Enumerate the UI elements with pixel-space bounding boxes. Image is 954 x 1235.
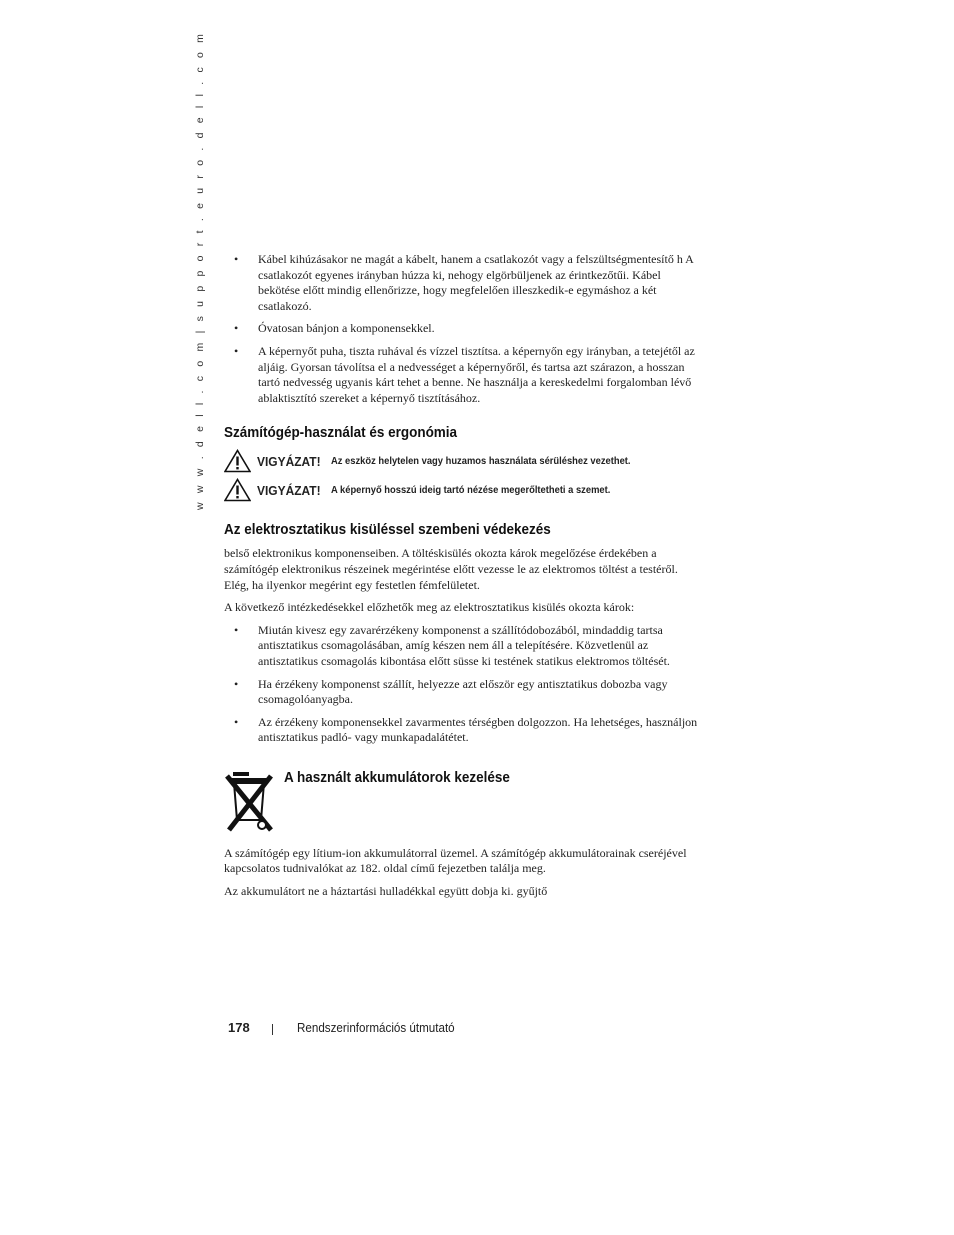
list-item: • Az érzékeny komponensekkel zavarmentes térségben dolgozzon. Ha lehetséges, használjon antisztatikus padló- vagy munkapadalátétet.: [224, 715, 700, 746]
caution-text: A képernyő hosszú ideig tartó nézése megerőltetheti a szemet.: [331, 484, 611, 496]
page-footer: [228, 1020, 466, 1035]
list-item: • Kábel kihúzásakor ne magát a kábelt, hanem a csatlakozót vagy a felszültségmentesítő h A csatlakozót egyenes irányban húzza ki, nehogy elgörbüljenek az érintkezőtűi. Kábel bekötése előtt mindig ellenőrizze, hogy megfelelően illeszkedik-e egymáshoz a két csatlakozó.: [224, 252, 700, 314]
side-url: w w w . d e l l . c o m | s u p p o r t . e u r o . d e l l . c o m: [194, 30, 206, 510]
esd-intro: belső elektronikus komponenseiben. A töltéskisülés okozta károk megelőzése érdekében a számítógép elektronikus részeinek megérintése előtt vezesse le az elektromos töltést a testéről. Elég, ha ilyenkor megérint egy festetlen fémfelületet.: [224, 546, 678, 592]
warning-triangle-icon: [224, 478, 251, 502]
crossed-out-wheelie-bin-icon: [224, 768, 276, 832]
caution-2: [224, 478, 700, 502]
heading-ergonomics: Számítógép-használat és ergonómia: [224, 425, 458, 442]
page-content: [224, 252, 700, 900]
warning-triangle-icon: [224, 449, 251, 473]
doc-title: Rendszerinformációs útmutató: [296, 1020, 455, 1035]
esd-lead: A következő intézkedésekkel előzhetők meg az elektrosztatikus kisülés okozta károk:: [224, 600, 635, 615]
footer-divider: [272, 1024, 273, 1035]
battery-heading-row: [224, 768, 700, 832]
caution-1: [224, 449, 700, 473]
caution-label: VIGYÁZAT!: [257, 482, 321, 498]
list-item: • A képernyőt puha, tiszta ruhával és vízzel tisztítsa. a képernyőn egy irányban, a tetejétől az aljáig. Gyorsan távolítsa el a nedvességet a képernyőről, és tartsa azt szárazon, a hosszan tartó nedvesség ugyanis kárt tehet a benne. Ne használja a kereskedelmi forgalomban lévő ablaktisztító szereket a képernyő tisztításához.: [224, 344, 700, 406]
caution-text: Az eszköz helytelen vagy huzamos használata sérüléshez vezethet.: [331, 455, 631, 467]
list-item: • Óvatosan bánjon a komponensekkel.: [224, 321, 700, 337]
bullet-list-top: [224, 252, 700, 406]
heading-esd: Az elektrosztatikus kisüléssel szembeni védekezés: [224, 522, 551, 539]
list-item: • Ha érzékeny komponenst szállít, helyezze azt először egy antisztatikus dobozba vagy csomagolóanyagba.: [224, 677, 700, 708]
heading-battery: A használt akkumulátorok kezelése: [284, 769, 510, 786]
list-item: • Miután kivesz egy zavarérzékeny komponenst a szállítódobozából, mindaddig tartsa antisztatikus csomagolásában, amíg készen nem áll a telepítésére. Közvetlenül az antisztatikus csomagolás kibontása előtt süsse ki testének statikus elektromos töltését.: [224, 623, 700, 670]
caution-label: VIGYÁZAT!: [257, 453, 321, 469]
page-number: 178: [228, 1020, 250, 1035]
battery-para-2: Az akkumulátort ne a háztartási hulladékkal együtt dobja ki. gyűjtő: [224, 884, 548, 899]
bullet-list-esd: [224, 623, 700, 746]
battery-para-1: A számítógép egy lítium-ion akkumulátorral üzemel. A számítógép akkumulátorainak cseréjével kapcsolatos tudnivalókat az 182. oldal című fejezetben találja meg.: [224, 845, 687, 876]
